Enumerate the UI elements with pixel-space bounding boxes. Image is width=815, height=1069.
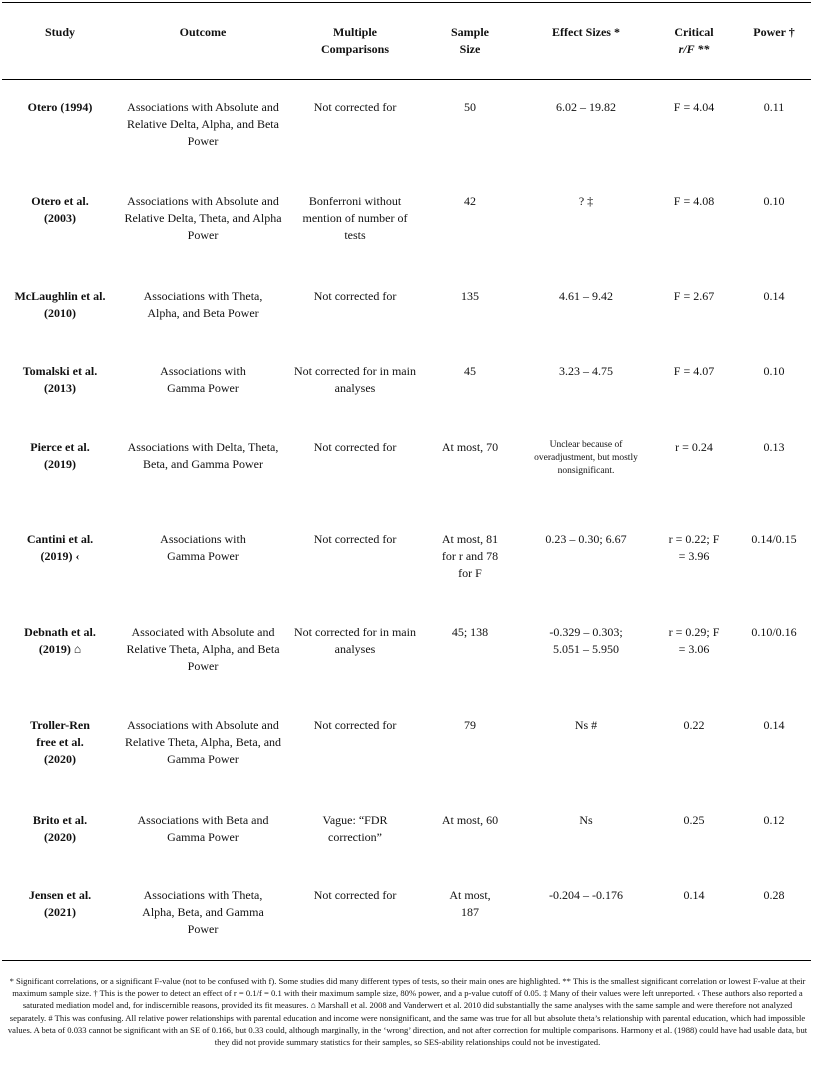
outcome-cell: Associations with Theta, Alpha, and Beta Power <box>143 289 263 320</box>
effect-sizes-cell: 6.02 – 19.82 <box>556 100 616 114</box>
outcome-cell: Associations with Absolute and Relative Delta, Theta, and Alpha Power <box>124 194 282 242</box>
sample-size-cell: At most, 70 <box>441 440 499 454</box>
sample-size-cell: 42 <box>464 194 476 208</box>
study-cell: Otero (1994) <box>27 100 93 114</box>
multiple-comparisons-cell: Not corrected for in main analyses <box>294 625 416 656</box>
effect-sizes-cell: -0.329 – 0.303; 5.051 – 5.950 <box>549 625 623 656</box>
header-critical-line1: Critical <box>674 25 714 39</box>
outcome-cell: Associations with Absolute and Relative Theta, Alpha, Beta, and Gamma Power <box>124 718 282 766</box>
sample-size-cell: At most, 187 <box>449 888 491 919</box>
study-cell: Tomalski et al. (2013) <box>22 364 98 395</box>
power-cell: 0.13 <box>763 440 785 454</box>
study-cell: Jensen et al. (2021) <box>28 888 92 919</box>
critical-cell: 0.14 <box>683 888 705 902</box>
outcome-cell: Associations with Theta, Alpha, Beta, and Gamma Power <box>142 888 264 936</box>
power-cell: 0.12 <box>763 813 785 827</box>
power-cell: 0.14 <box>763 718 785 732</box>
multiple-comparisons-cell: Not corrected for <box>313 718 397 732</box>
critical-cell: F = 2.67 <box>673 289 715 303</box>
critical-cell: r = 0.22; F = 3.96 <box>668 532 720 563</box>
effect-sizes-cell: ? ‡ <box>578 194 594 208</box>
outcome-cell: Associations with Gamma Power <box>160 532 246 563</box>
effect-sizes-cell: -0.204 – -0.176 <box>549 888 623 902</box>
multiple-comparisons-cell: Not corrected for in main analyses <box>294 364 416 395</box>
outcome-cell: Associations with Beta and Gamma Power <box>137 813 269 844</box>
critical-cell: 0.22 <box>683 718 705 732</box>
power-cell: 0.11 <box>763 100 785 114</box>
critical-cell: F = 4.04 <box>673 100 715 114</box>
power-cell: 0.28 <box>763 888 785 902</box>
effect-sizes-cell: Ns <box>579 813 593 827</box>
study-cell: Brito et al. (2020) <box>32 813 88 844</box>
outcome-cell: Associations with Absolute and Relative Delta, Alpha, and Beta Power <box>127 100 279 148</box>
sample-size-cell: 50 <box>464 100 476 114</box>
header-power: Power † <box>753 25 795 39</box>
power-cell: 0.14 <box>763 289 785 303</box>
critical-cell: r = 0.24 <box>675 440 713 454</box>
critical-cell: r = 0.29; F = 3.06 <box>668 625 720 656</box>
critical-cell: F = 4.08 <box>673 194 715 208</box>
power-cell: 0.10 <box>763 194 785 208</box>
table-footnote: * Significant correlations, or a significant F-value (not to be confused with f). Some studies did many different types of tests, so their main ones are highlighted. ** This is the smallest significant correlation or lowest F-value at their maximum sample size. † This is the power to detect an effect of r = 0.1/f = 0.1 with their maximum sample size, 80% power, and a p-value cutoff of 0.05. ‡ Many of their values were left unreported. ‹ These authors also reported a saturated mediation model and, for indiscernible reasons, provided its fit measures. ⌂ Marshall et al. 2008 and Vanderwert et al. 2010 did substantially the same analyses with the same sample and were therefore not analyzed separately. # This was confusing. All relative power relationships with parental education and income were nonsignificant, and the same was true for all but absolute theta’s relationship with parental education, which had impossible values. A beta of 0.033 cannot be significant with an SE of 0.166, but 0.33 could, although marginally, in the ‘wrong’ direction, and not after correction for multiple comparisons. Harmony et al. (1988) could have had usable data, but they did not provide summary statistics for their samples, so SES-ability relationships could not be investigated. <box>7 976 808 1048</box>
study-cell: Troller-Ren free et al. (2020) <box>30 718 90 766</box>
effect-sizes-cell: Unclear because of overadjustment, but mostly nonsignificant. <box>534 440 638 476</box>
study-cell: McLaughlin et al. (2010) <box>14 289 106 320</box>
multiple-comparisons-cell: Not corrected for <box>313 100 397 114</box>
effect-sizes-cell: 4.61 – 9.42 <box>559 289 613 303</box>
table-top-rule <box>2 2 811 3</box>
critical-cell: 0.25 <box>683 813 705 827</box>
sample-size-cell: 135 <box>461 289 479 303</box>
outcome-cell: Associations with Delta, Theta, Beta, and Gamma Power <box>127 440 279 471</box>
table-bottom-rule <box>2 960 811 961</box>
effect-sizes-cell: 0.23 – 0.30; 6.67 <box>545 532 627 546</box>
multiple-comparisons-cell: Not corrected for <box>313 289 397 303</box>
header-rule <box>2 79 811 80</box>
study-cell: Pierce et al. (2019) <box>30 440 90 471</box>
outcome-cell: Associations with Gamma Power <box>160 364 246 395</box>
effect-sizes-cell: Ns # <box>574 718 598 732</box>
header-study: Study <box>44 25 76 39</box>
multiple-comparisons-cell: Not corrected for <box>313 532 397 546</box>
power-cell: 0.10/0.16 <box>751 625 797 639</box>
header-effect-sizes: Effect Sizes * <box>552 25 620 39</box>
multiple-comparisons-cell: Vague: “FDR correction” <box>322 813 388 844</box>
header-critical <box>654 24 734 58</box>
power-cell: 0.10 <box>763 364 785 378</box>
effect-sizes-cell: 3.23 – 4.75 <box>559 364 613 378</box>
sample-size-cell: At most, 60 <box>441 813 499 827</box>
sample-size-cell: 79 <box>464 718 476 732</box>
power-cell: 0.14/0.15 <box>751 532 797 546</box>
header-outcome: Outcome <box>179 25 227 39</box>
header-critical-line2: r/F ** <box>678 42 710 56</box>
study-cell: Cantini et al. (2019) ‹ <box>26 532 94 563</box>
sample-size-cell: 45 <box>464 364 476 378</box>
multiple-comparisons-cell: Not corrected for <box>313 440 397 454</box>
sample-size-cell: At most, 81 for r and 78 for F <box>441 532 499 580</box>
header-multiple-comparisons: Multiple Comparisons <box>320 25 389 56</box>
study-cell: Debnath et al. (2019) ⌂ <box>24 625 96 656</box>
critical-cell: F = 4.07 <box>673 364 715 378</box>
multiple-comparisons-cell: Bonferroni without mention of number of tests <box>302 194 408 242</box>
study-cell: Otero et al. (2003) <box>31 194 89 225</box>
header-sample-size: Sample Size <box>450 25 489 56</box>
multiple-comparisons-cell: Not corrected for <box>313 888 397 902</box>
outcome-cell: Associated with Absolute and Relative Theta, Alpha, and Beta Power <box>126 625 280 673</box>
sample-size-cell: 45; 138 <box>451 625 489 639</box>
